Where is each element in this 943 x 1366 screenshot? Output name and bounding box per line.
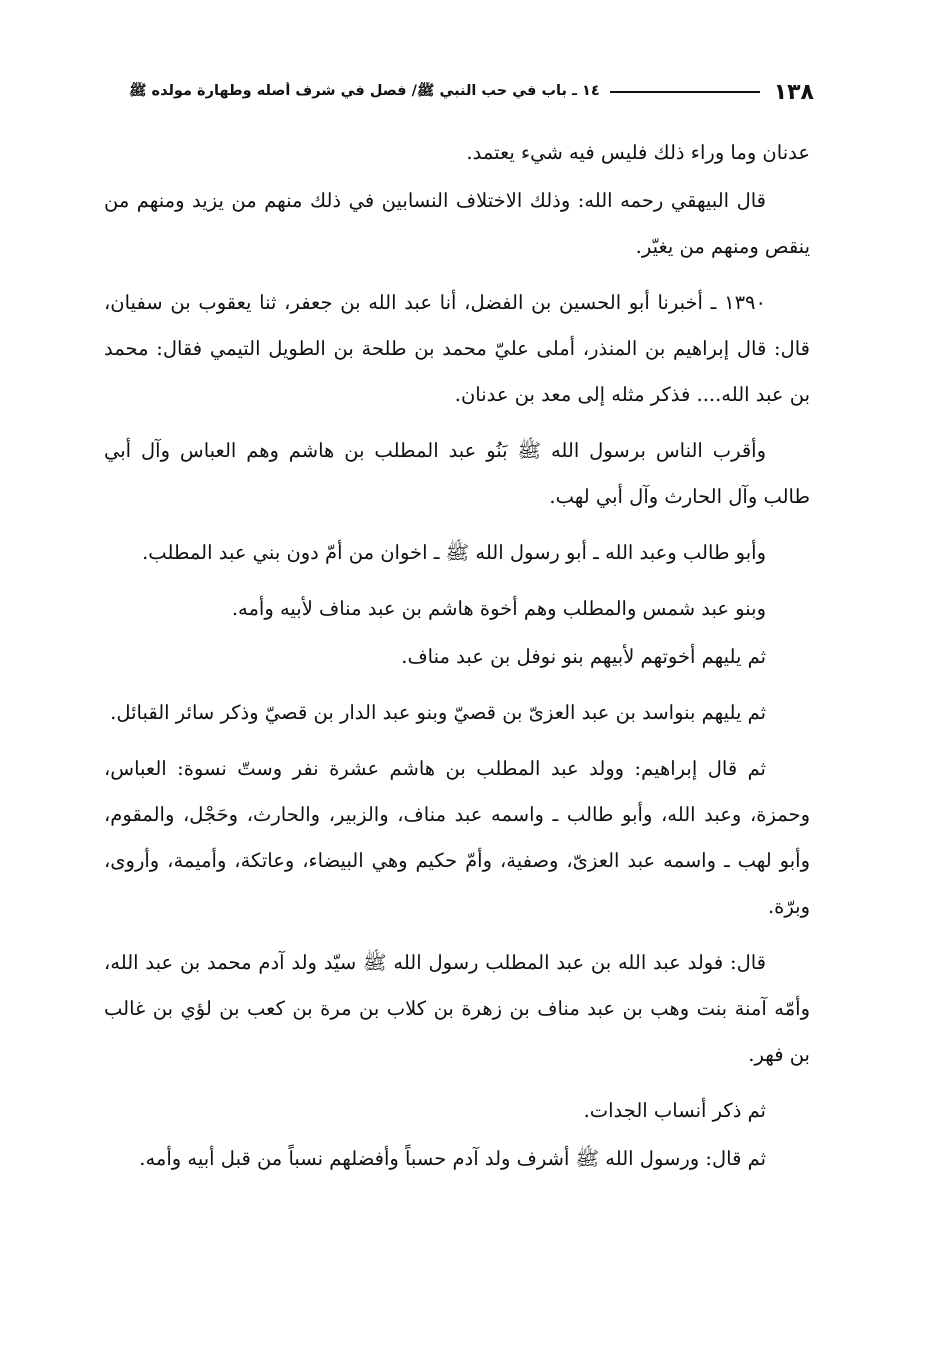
paragraph-abu-talib-abdullah: وأبو طالب وعبد الله ـ أبو رسول الله ﷺ ـ اخوان من أمّ دون بني عبد المطلب.: [142, 541, 766, 564]
body-text: [104, 130, 810, 1192]
paragraph-bayhaqi-note: قال البيهقي رحمه الله: وذلك الاختلاف النسابين في ذلك منهم من يزيد ومنهم من ينقص ومنهم من يغيّر.: [104, 189, 810, 258]
paragraph-closest-kin: وأقرب الناس برسول الله ﷺ بَنُو عبد المطلب بن هاشم وهم العباس وآل أبي طالب وآل الحارث وآل أبي لهب.: [104, 439, 810, 508]
header-rule: [610, 91, 760, 93]
paragraph-hadith-1390: ١٣٩٠ ـ أخبرنا أبو الحسين بن الفضل، أنا عبد الله بن جعفر، ثنا يعقوب بن سفيان، قال: قال إبراهيم بن المنذر، أملى عليّ محمد بن طلحة بن الطويل التيمي فقال: محمد بن عبد الله.... فذكر مثله إلى معد بن عدنان.: [104, 291, 810, 406]
paragraph-children-of-abd-al-muttalib: ثم قال إبراهيم: وولد عبد المطلب بن هاشم عشرة نفر وستّ نسوة: العباس، وحمزة، وعبد الله، وأبو طالب ـ واسمه عبد مناف، والزبير، والحارث، وحَجْل، والمقوم، وأبو لهب ـ واسمه عبد العزىّ، وصفية، وأمّ حكيم وهي البيضاء، وعاتكة، وأميمة، وأروى، وبرّة.: [104, 757, 810, 918]
page-number: ١٣٨: [773, 79, 814, 105]
paragraph-lineage-of-prophet: قال: فولد عبد الله بن عبد المطلب رسول الله ﷺ سيّد ولد آدم محمد بن عبد الله، وأمّه آمنة بنت وهب بن عبد مناف بن زهرة بن كلاب بن مرة بن كعب بن لؤي بن غالب بن فهر.: [104, 951, 810, 1066]
paragraph-banu-nawfal: ثم يليهم أخوتهم لأبيهم بنو نوفل بن عبد مناف.: [401, 645, 766, 668]
paragraph-continuation: عدنان وما وراء ذلك فليس فيه شيء يعتمد.: [466, 141, 810, 164]
paragraph-banu-asad: ثم يليهم بنواسد بن عبد العزىّ بن قصيّ وبنو عبد الدار بن قصيّ وذكر سائر القبائل.: [110, 701, 766, 724]
paragraph-banu-abd-shams: وبنو عبد شمس والمطلب وهم أخوة هاشم بن عبد مناف لأبيه وأمه.: [231, 597, 766, 620]
paragraph-grandmothers: ثم ذكر أنساب الجدات.: [583, 1099, 766, 1122]
page-header: [108, 72, 814, 112]
paragraph-noblest-lineage: ثم قال: ورسول الله ﷺ أشرف ولد آدم حسباً وأفضلهم نسباً من قبل أبيه وأمه.: [139, 1147, 766, 1170]
running-title: ١٤ ـ باب في حب النبي ﷺ/ فصل في شرف أصله وطهارة مولده ﷺ: [128, 82, 600, 99]
